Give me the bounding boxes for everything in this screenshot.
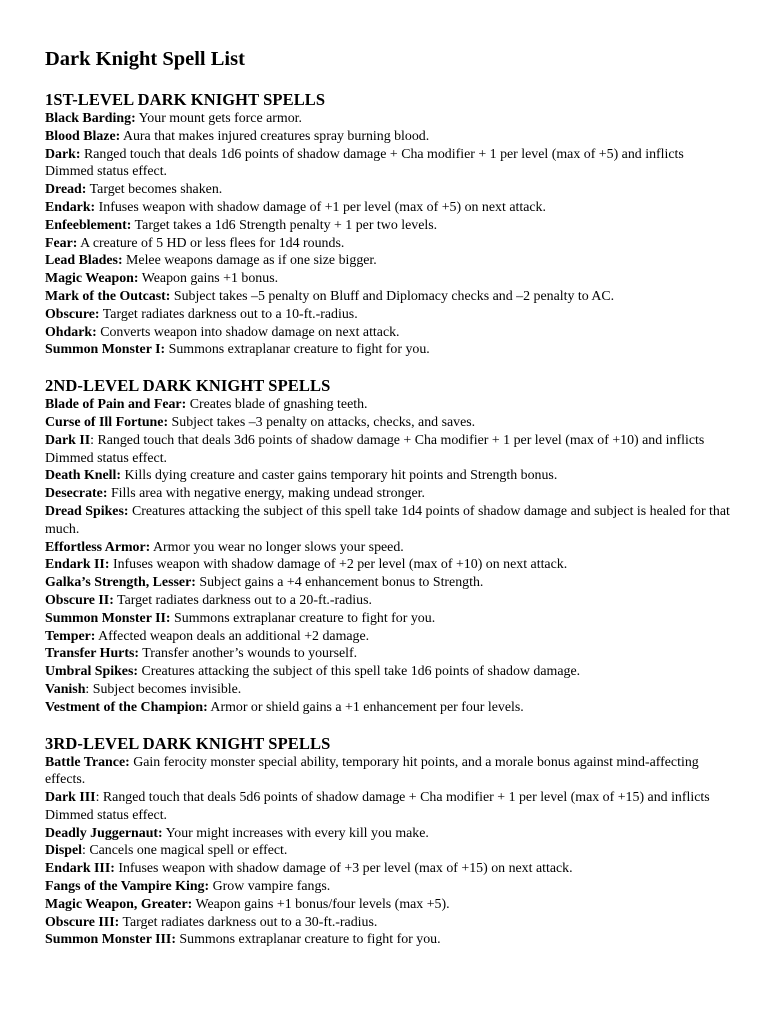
spell-description: Weapon gains +1 bonus/four levels (max +5). (192, 896, 450, 912)
spell-entry (45, 860, 735, 878)
spell-description: Summons extraplanar creature to fight for you. (170, 610, 436, 626)
spell-entry (45, 146, 735, 182)
spell-entry (45, 878, 735, 896)
spell-description: Infuses weapon with shadow damage of +2 per level (max of +10) on next attack. (109, 557, 568, 573)
spell-entry (45, 699, 735, 717)
spell-name: Transfer Hurts: (45, 646, 140, 662)
spell-description: Armor or shield gains a +1 enhancement per four levels. (207, 699, 524, 715)
page-title: Dark Knight Spell List (45, 48, 245, 70)
spell-name: Summon Monster II: (45, 610, 171, 626)
document-page (45, 46, 735, 965)
spell-description: Melee weapons damage as if one size bigger. (122, 253, 377, 269)
spell-entry (45, 789, 735, 825)
spell-entry (45, 396, 735, 414)
spell-description: Infuses weapon with shadow damage of +1 per level (max of +5) on next attack. (95, 199, 546, 215)
spell-name: Dark: (45, 146, 81, 162)
spell-name: Deadly Juggernaut: (45, 825, 163, 841)
spell-description: Subject takes –3 penalty on attacks, checks, and saves. (168, 414, 476, 430)
spell-name: Enfeeblement: (45, 217, 132, 233)
spell-name: Obscure III: (45, 914, 120, 930)
spell-name: Desecrate: (45, 486, 108, 502)
spell-entry (45, 592, 735, 610)
spell-section-level-1 (45, 89, 735, 359)
spell-description: Your might increases with every kill you make. (162, 825, 429, 841)
spell-section-level-3 (45, 733, 735, 950)
spell-description: Affected weapon deals an additional +2 damage. (95, 628, 370, 644)
spell-entry (45, 432, 735, 468)
spell-name: Endark II: (45, 557, 110, 573)
spell-description: Converts weapon into shadow damage on next attack. (96, 324, 400, 340)
spell-name: Dread: (45, 182, 87, 198)
spell-entry (45, 842, 735, 860)
spell-section-level-2 (45, 375, 735, 716)
spell-name: Blood Blaze: (45, 128, 121, 144)
spell-entry (45, 503, 735, 539)
spell-name: Dark II (45, 432, 91, 448)
spell-entry (45, 896, 735, 914)
spell-description: Your mount gets force armor. (135, 111, 302, 126)
spell-description: Target radiates darkness out to a 10-ft.-radius. (99, 306, 358, 322)
section-heading: 1ST-LEVEL DARK KNIGHT SPELLS (45, 90, 326, 109)
spell-name: Lead Blades: (45, 253, 123, 269)
spell-description: Target radiates darkness out to a 30-ft.-radius. (119, 914, 378, 930)
spell-entry (45, 467, 735, 485)
spell-name: Dread Spikes: (45, 503, 129, 519)
spell-description: Weapon gains +1 bonus. (138, 271, 279, 287)
spell-entry (45, 754, 735, 790)
spell-entry (45, 341, 735, 359)
spell-description: Target becomes shaken. (86, 182, 223, 198)
spell-entry (45, 288, 735, 306)
spell-name: Summon Monster I: (45, 342, 166, 358)
spell-description: Gain ferocity monster special ability, temporary hit points, and a morale bonus against mind-affecting effects. (45, 754, 699, 788)
spell-entry (45, 110, 735, 128)
spell-name: Vestment of the Champion: (45, 699, 208, 715)
spell-entry (45, 681, 735, 699)
spell-description: : Ranged touch that deals 5d6 points of shadow damage + Cha modifier + 1 per level (max of +15) and inflicts Dimmed status effect. (45, 790, 710, 823)
section-heading: 2ND-LEVEL DARK KNIGHT SPELLS (45, 376, 331, 396)
spell-entry (45, 270, 735, 288)
spell-description: Aura that makes injured creatures spray burning blood. (120, 128, 430, 144)
spell-name: Fear: (45, 235, 78, 251)
spell-name: Effortless Armor: (45, 539, 151, 555)
spell-entry (45, 324, 735, 342)
spell-name: Black Barding: (45, 111, 136, 126)
spell-name: Summon Monster III: (45, 932, 176, 948)
spell-name: Endark III: (45, 861, 115, 877)
spell-description: Target radiates darkness out to a 20-ft.-radius. (113, 592, 372, 608)
spell-name: Mark of the Outcast: (45, 288, 171, 304)
spell-name: Fangs of the Vampire King: (45, 879, 210, 895)
spell-entry (45, 217, 735, 235)
spell-entry (45, 181, 735, 199)
spell-description: Ranged touch that deals 1d6 points of shadow damage + Cha modifier + 1 per level (max of +5) and inflicts Dimmed status effect. (45, 146, 684, 180)
spell-description: : Ranged touch that deals 3d6 points of shadow damage + Cha modifier + 1 per level (max of +10) and inflicts Dimmed status effect. (45, 432, 705, 466)
spell-description: Fills area with negative energy, making undead stronger. (107, 486, 425, 502)
spell-description: Creates blade of gnashing teeth. (186, 397, 368, 413)
spell-entry (45, 914, 735, 932)
spell-name: Endark: (45, 199, 96, 215)
spell-entry (45, 235, 735, 253)
spell-name: Vanish (45, 681, 86, 697)
spell-description: Infuses weapon with shadow damage of +3 per level (max of +15) on next attack. (114, 861, 573, 877)
spell-entry (45, 645, 735, 663)
spell-name: Magic Weapon: (45, 271, 139, 287)
spell-description: Subject gains a +4 enhancement bonus to Strength. (195, 575, 484, 591)
spell-description: Transfer another’s wounds to yourself. (139, 646, 358, 662)
section-heading: 3RD-LEVEL DARK KNIGHT SPELLS (45, 733, 331, 753)
spell-name: Magic Weapon, Greater: (45, 896, 193, 912)
spell-description: Kills dying creature and caster gains temporary hit points and Strength bonus. (121, 468, 558, 484)
spell-name: Curse of Ill Fortune: (45, 414, 169, 430)
spell-entry (45, 574, 735, 592)
spell-description: Armor you wear no longer slows your speed. (150, 539, 404, 555)
spell-name: Galka’s Strength, Lesser: (45, 575, 196, 591)
spell-entry (45, 931, 735, 949)
spell-description: Creatures attacking the subject of this spell take 1d4 points of shadow damage and subject is healed for that much. (45, 503, 730, 537)
spell-sections (45, 89, 735, 949)
spell-name: Umbral Spikes: (45, 664, 139, 680)
spell-entry (45, 306, 735, 324)
spell-entry (45, 128, 735, 146)
spell-entry (45, 414, 735, 432)
spell-entry (45, 610, 735, 628)
spell-entry (45, 825, 735, 843)
spell-name: Dark III (45, 790, 96, 806)
spell-description: Creatures attacking the subject of this spell take 1d6 points of shadow damage. (138, 664, 581, 680)
spell-name: Battle Trance: (45, 754, 130, 770)
spell-description: Summons extraplanar creature to fight for you. (175, 932, 441, 948)
spell-name: Obscure II: (45, 592, 114, 608)
spell-description: Grow vampire fangs. (209, 879, 331, 895)
spell-description: A creature of 5 HD or less flees for 1d4 rounds. (77, 235, 345, 251)
spell-description: Summons extraplanar creature to fight for you. (165, 342, 430, 358)
spell-entry (45, 539, 735, 557)
spell-entry (45, 252, 735, 270)
spell-description: : Subject becomes invisible. (85, 681, 242, 697)
spell-entry (45, 199, 735, 217)
spell-description: Subject takes –5 penalty on Bluff and Diplomacy checks and –2 penalty to AC. (170, 288, 615, 304)
spell-description: Target takes a 1d6 Strength penalty + 1 per two levels. (131, 217, 438, 233)
spell-entry (45, 663, 735, 681)
spell-name: Death Knell: (45, 468, 122, 484)
spell-name: Blade of Pain and Fear: (45, 397, 187, 413)
spell-entry (45, 556, 735, 574)
spell-entry (45, 628, 735, 646)
spell-name: Dispel (45, 843, 83, 859)
spell-entry (45, 485, 735, 503)
spell-description: : Cancels one magical spell or effect. (82, 843, 288, 859)
spell-name: Ohdark: (45, 324, 97, 340)
spell-name: Obscure: (45, 306, 100, 322)
spell-name: Temper: (45, 628, 96, 644)
